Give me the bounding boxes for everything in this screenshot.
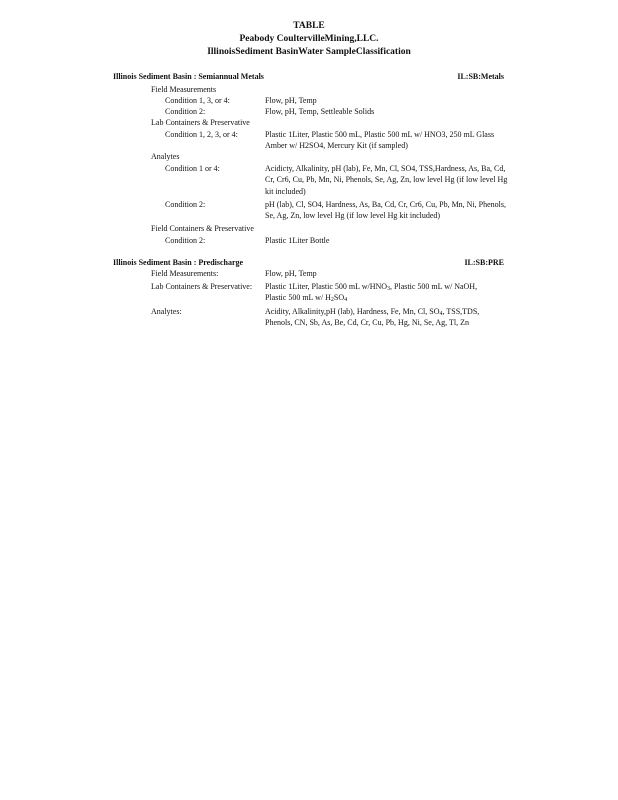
- fm-condition-134-value: Flow, pH, Temp: [265, 96, 317, 105]
- title-line-1: TABLE: [293, 21, 325, 31]
- pre-lab-value: [265, 281, 510, 304]
- analytes-condition-2-value: pH (lab), Cl, SO4, Hardness, As, Ba, Cd, Cr, Cr6, Cu, Pb, Mn, Ni, Phenols, Se, Ag, Zn, low level Hg (if low level Hg kit included): [265, 200, 507, 221]
- section1-code: IL:SB:Metals: [457, 72, 504, 81]
- pre-lab-text-4: SO: [333, 293, 345, 303]
- pre-analytes-text-2: , TSS,TDS,: [442, 307, 480, 316]
- pre-analytes-value: [265, 306, 510, 329]
- section1-heading: Illinois Sediment Basin : Semiannual Metals: [113, 72, 264, 81]
- pre-analytes-sub-1: 4: [439, 311, 443, 317]
- pre-lab-sub-3: 4: [344, 297, 348, 304]
- analytes-condition-14-value: Acidicty, Alkalinity, pH (lab), Fe, Mn, Cl, SO4, TSS,Hardness, As, Ba, Cd, Cr, Cr6, Cu, Pb, Mn, Ni, Phenols, Se, Ag, Zn, low level Hg (if low level Hg kit included): [265, 164, 508, 196]
- analytes-label: Analytes: [151, 152, 180, 161]
- pre-analytes-text-3: Phenols, CN, Sb, As, Be, Cd, Cr, Cu, Pb, Hg, Ni, Se, Ag, Tl, Zn: [265, 318, 469, 328]
- fm-condition-2-label: Condition 2:: [165, 107, 206, 116]
- pre-field-label: Field Measurements:: [151, 269, 219, 278]
- analytes-condition-14-label: Condition 1 or 4:: [165, 164, 220, 173]
- field-containers-label: Field Containers & Preservative: [151, 224, 254, 233]
- lab-condition-value: Plastic 1Liter, Plastic 500 mL, Plastic 500 mL w/ HNO3, 250 mL Glass Amber w/ H2SO4, Mercury Kit (if sampled): [265, 130, 495, 151]
- section2-code: IL:SB:PRE: [464, 258, 504, 267]
- pre-lab-text-1: Plastic 1Liter, Plastic 500 mL w/HNO: [265, 282, 388, 291]
- pre-lab-sub-1: 3: [387, 286, 391, 292]
- fc-condition-2-label: Condition 2:: [165, 236, 206, 245]
- title-line-3: IllinoisSediment BasinWater SampleClassification: [207, 47, 411, 57]
- field-measurements-label: Field Measurements: [151, 85, 217, 94]
- pre-lab-sub-2: 2: [330, 297, 334, 304]
- analytes-condition-2-label: Condition 2:: [165, 200, 206, 209]
- pre-lab-label: Lab Containers & Preservative:: [151, 282, 253, 291]
- pre-lab-text-3: Plastic 500 mL w/ H: [265, 293, 331, 303]
- pre-lab-text-2: , Plastic 500 mL w/ NaOH,: [390, 282, 478, 291]
- fc-condition-2-value: Plastic 1Liter Bottle: [265, 236, 330, 245]
- fm-condition-134-label: Condition 1, 3, or 4:: [165, 96, 230, 105]
- lab-containers-label: Lab Containers & Preservative: [151, 118, 250, 127]
- fm-condition-2-value: Flow, pH, Temp, Settleable Solids: [265, 107, 375, 116]
- pre-analytes-text-1: Acidity, Alkalinity,pH (lab), Hardness, Fe, Mn, Cl, SO: [265, 307, 440, 316]
- pre-field-value: Flow, pH, Temp: [265, 269, 317, 278]
- title-line-2: Peabody CoultervilleMining,LLC.: [239, 34, 379, 44]
- lab-condition-label: Condition 1, 2, 3, or 4:: [165, 130, 238, 139]
- pre-analytes-label: Analytes:: [151, 307, 182, 316]
- section2-heading: Illinois Sediment Basin : Predischarge: [113, 258, 244, 267]
